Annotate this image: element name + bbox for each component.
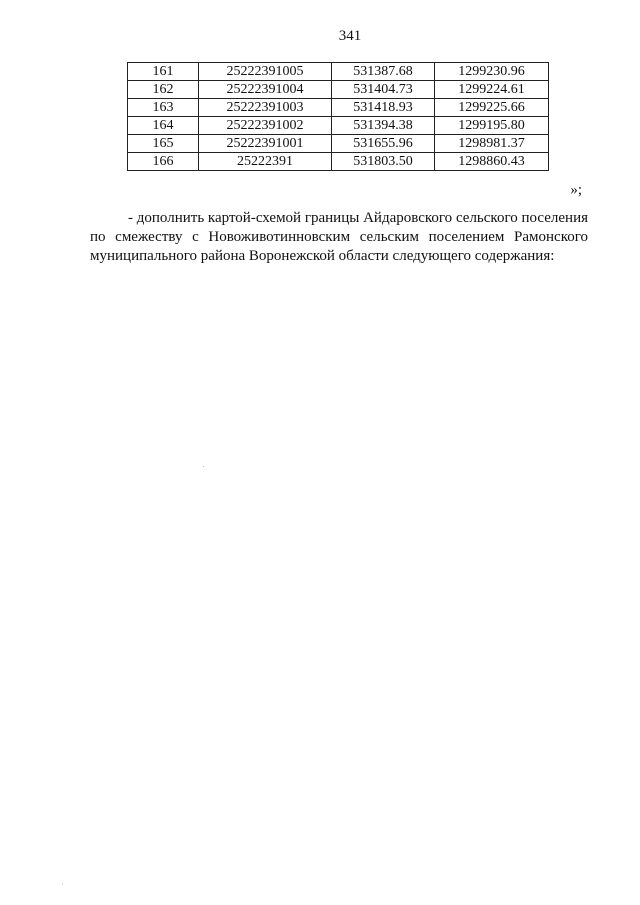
point-number-cell: 165 — [128, 135, 199, 153]
coordinates-table — [127, 62, 549, 171]
page-number: 341 — [338, 28, 362, 44]
point-number-cell: 162 — [128, 81, 199, 99]
scan-speck — [203, 466, 204, 467]
table-row — [128, 81, 549, 99]
cadastral-number-cell: 25222391003 — [199, 99, 332, 117]
table-row — [128, 153, 549, 171]
closing-quote-mark: »; — [570, 182, 582, 198]
y-coordinate-cell: 1298860.43 — [435, 153, 549, 171]
amendment-paragraph: - дополнить картой-схемой границы Айдаровского сельского поселения по смежеству с Новоживотинновским сельским поселением Рамонского муниципального района Воронежской области следующего содержания: — [90, 210, 588, 264]
scan-speck — [62, 883, 63, 884]
y-coordinate-cell: 1299225.66 — [435, 99, 549, 117]
x-coordinate-cell: 531404.73 — [332, 81, 435, 99]
y-coordinate-cell: 1298981.37 — [435, 135, 549, 153]
point-number-cell: 164 — [128, 117, 199, 135]
cadastral-number-cell: 25222391005 — [199, 63, 332, 81]
cadastral-number-cell: 25222391 — [199, 153, 332, 171]
y-coordinate-cell: 1299195.80 — [435, 117, 549, 135]
table-row — [128, 63, 549, 81]
cadastral-number-cell: 25222391004 — [199, 81, 332, 99]
y-coordinate-cell: 1299224.61 — [435, 81, 549, 99]
table-row — [128, 117, 549, 135]
x-coordinate-cell: 531394.38 — [332, 117, 435, 135]
cadastral-number-cell: 25222391001 — [199, 135, 332, 153]
y-coordinate-cell: 1299230.96 — [435, 63, 549, 81]
table-row — [128, 99, 549, 117]
table-row — [128, 135, 549, 153]
x-coordinate-cell: 531418.93 — [332, 99, 435, 117]
x-coordinate-cell: 531803.50 — [332, 153, 435, 171]
x-coordinate-cell: 531655.96 — [332, 135, 435, 153]
point-number-cell: 161 — [128, 63, 199, 81]
cadastral-number-cell: 25222391002 — [199, 117, 332, 135]
point-number-cell: 163 — [128, 99, 199, 117]
point-number-cell: 166 — [128, 153, 199, 171]
x-coordinate-cell: 531387.68 — [332, 63, 435, 81]
